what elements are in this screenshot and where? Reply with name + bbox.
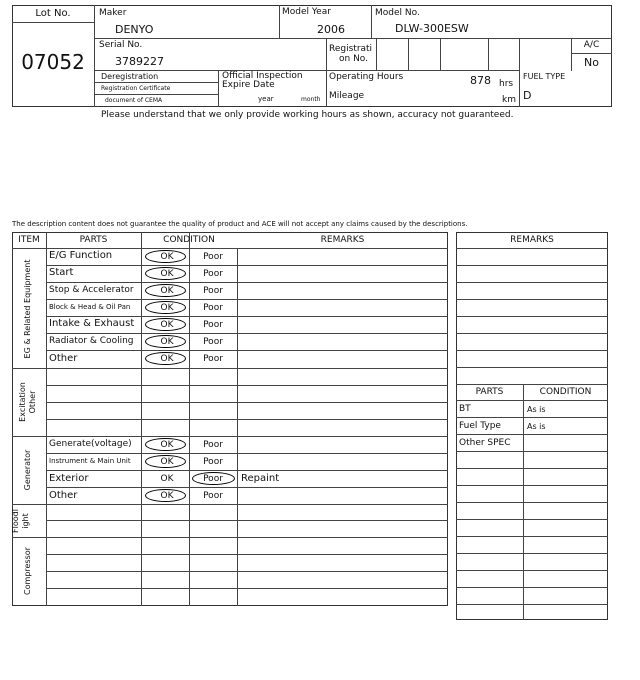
section-excitation-label-2: Other xyxy=(28,390,37,414)
part-label: Other xyxy=(49,353,78,364)
poor-option[interactable]: Poor xyxy=(203,474,223,484)
mileage-label: Mileage xyxy=(329,91,365,101)
ok-option[interactable]: OK xyxy=(160,320,174,330)
poor-option[interactable]: Poor xyxy=(203,491,223,501)
part-label: E/G Function xyxy=(49,250,113,261)
spec-condition: As is xyxy=(527,405,546,414)
poor-option[interactable]: Poor xyxy=(203,286,223,296)
registration-label-2: on No. xyxy=(339,54,369,64)
model-no-value: DLW-300ESW xyxy=(395,22,469,35)
remarks-cell: Repaint xyxy=(241,473,280,484)
registration-certificate-label: Registration Certificate xyxy=(101,85,171,92)
ok-option[interactable]: OK xyxy=(160,440,174,450)
fuel-type-value: D xyxy=(523,89,532,102)
col-parts-header: PARTS xyxy=(79,235,108,245)
ac-value: No xyxy=(584,56,599,69)
part-label: Other xyxy=(49,490,78,501)
document-cema-label: document of CEMA xyxy=(105,97,163,104)
ok-option[interactable]: OK xyxy=(160,491,174,501)
ok-option[interactable]: OK xyxy=(160,474,174,484)
maker-label: Maker xyxy=(99,8,127,18)
ok-option[interactable]: OK xyxy=(160,457,174,467)
model-no-label: Model No. xyxy=(375,8,420,18)
section-compressor-label: Compressor xyxy=(23,547,32,595)
km-unit: km xyxy=(502,95,516,105)
poor-option[interactable]: Poor xyxy=(203,354,223,364)
ok-option[interactable]: OK xyxy=(160,269,174,279)
inspection-expire-label-2: Expire Date xyxy=(222,80,275,90)
deregistration-label: Deregistration xyxy=(101,72,159,81)
part-label: Instrument & Main Unit xyxy=(49,457,131,465)
ok-option[interactable]: OK xyxy=(160,252,174,262)
col-condition-header: CONDITION xyxy=(163,235,215,245)
maker-value: DENYO xyxy=(115,23,154,36)
section-floodlight-label: Floodl xyxy=(11,509,20,533)
col-item-header: ITEM xyxy=(18,235,40,245)
section-generator-label: Generator xyxy=(23,449,32,491)
part-label: Stop & Accelerator xyxy=(49,285,134,295)
part-label: Exterior xyxy=(49,473,89,484)
operating-hours-value: 878 xyxy=(470,74,491,87)
section-excitation-label: Excitation xyxy=(18,382,27,422)
part-label: Intake & Exhaust xyxy=(49,318,135,329)
poor-option[interactable]: Poor xyxy=(203,440,223,450)
poor-option[interactable]: Poor xyxy=(203,269,223,279)
operating-hours-label: Operating Hours xyxy=(329,72,404,82)
disclaimer-text: The description content does not guarantee the quality of product and ACE will not accept any claims caused by the descriptions. xyxy=(12,220,468,228)
section-eg-label: EG & Related Equipment xyxy=(23,259,32,359)
spec-part: BT xyxy=(459,404,471,414)
spec-condition: As is xyxy=(527,422,546,431)
ok-option[interactable]: OK xyxy=(160,303,174,313)
ac-label: A/C xyxy=(583,40,600,50)
hrs-unit: hrs xyxy=(499,79,514,89)
poor-option[interactable]: Poor xyxy=(203,320,223,330)
model-year-value: 2006 xyxy=(317,23,345,36)
part-label: Generate(voltage) xyxy=(49,439,132,449)
section-floodlight-label-2: ight xyxy=(21,513,30,529)
working-hours-note: Please understand that we only provide working hours as shown, accuracy not guaranteed. xyxy=(101,110,514,120)
parts-header: PARTS xyxy=(475,387,504,397)
poor-option[interactable]: Poor xyxy=(203,337,223,347)
model-year-label: Model Year xyxy=(282,7,331,17)
ok-option[interactable]: OK xyxy=(160,354,174,364)
fuel-type-label: FUEL TYPE xyxy=(523,72,566,81)
part-label: Start xyxy=(49,267,74,278)
part-label: Radiator & Cooling xyxy=(49,336,134,346)
ok-option[interactable]: OK xyxy=(160,286,174,296)
poor-option[interactable]: Poor xyxy=(203,252,223,262)
serial-no-label: Serial No. xyxy=(99,40,143,50)
year-label: year xyxy=(258,95,274,103)
month-label: month xyxy=(301,96,321,103)
part-label: Block & Head & Oil Pan xyxy=(49,303,131,311)
poor-option[interactable]: Poor xyxy=(203,303,223,313)
condition-header: CONDITION xyxy=(539,387,592,397)
col-remarks-header: REMARKS xyxy=(320,235,365,245)
lot-no-label: Lot No. xyxy=(35,8,71,19)
poor-option[interactable]: Poor xyxy=(203,457,223,467)
spec-part: Other SPEC xyxy=(459,438,511,448)
remarks-header: REMARKS xyxy=(510,235,554,245)
registration-label: Registrati xyxy=(329,44,373,54)
serial-no-value: 3789227 xyxy=(115,55,164,68)
lot-no-value: 07052 xyxy=(21,50,85,74)
spec-part: Fuel Type xyxy=(459,421,501,431)
ok-option[interactable]: OK xyxy=(160,337,174,347)
inspection-expire-label: Official Inspection xyxy=(222,71,303,81)
